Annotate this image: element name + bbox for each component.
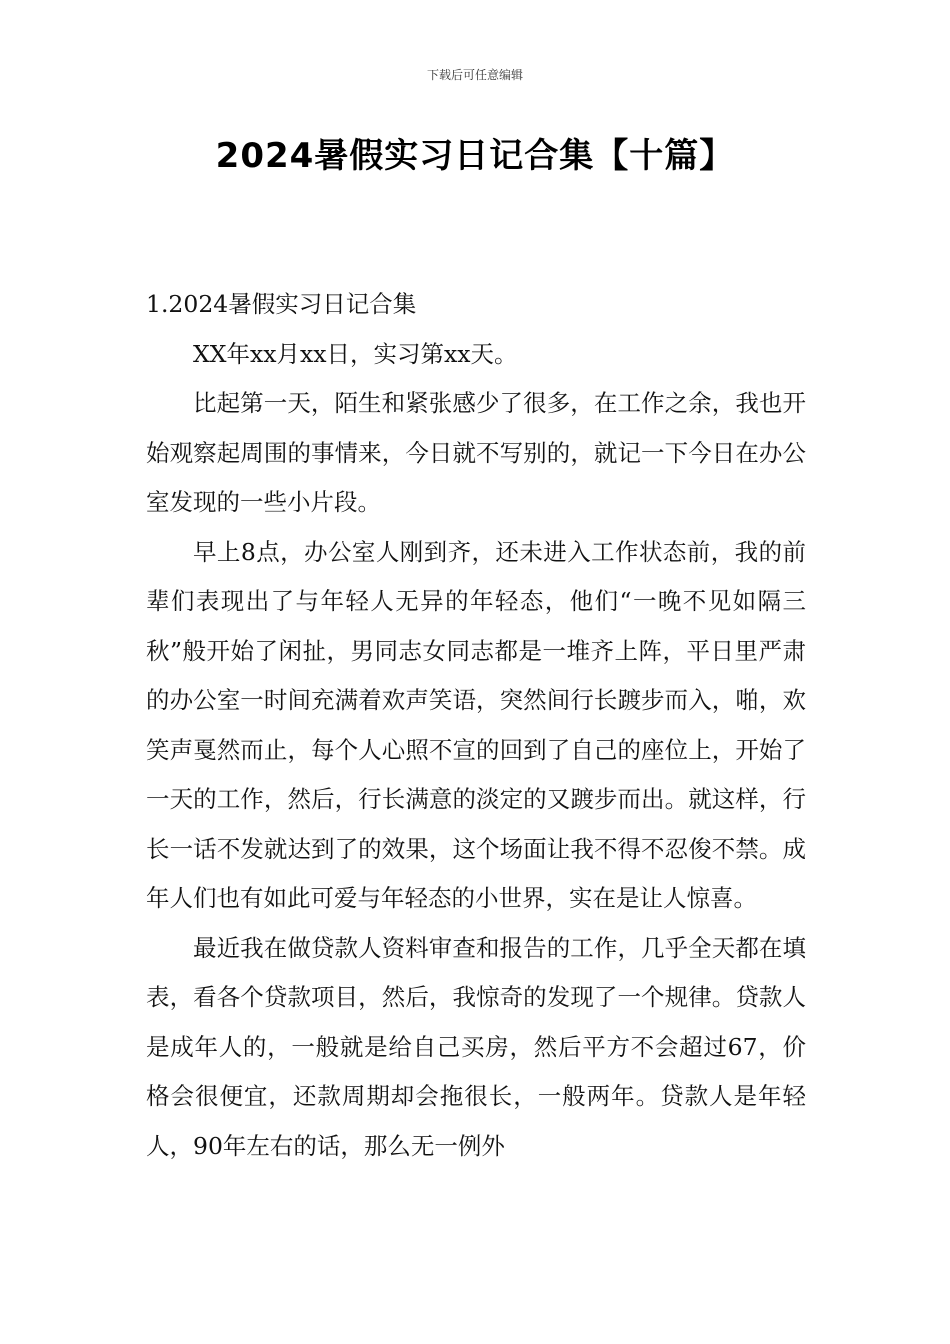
paragraph-loan-review: 最近我在做贷款人资料审查和报告的工作，几乎全天都在填表，看各个贷款项目，然后，我惊奇的发现了一个规律。贷款人是成年人的，一般就是给自己买房，然后平方不会超过67，价格会很便宜，还款周期却会拖很长，一般两年。贷款人是年轻人，90年左右的话，那么无一例外 <box>146 933 806 1160</box>
document-title: 2024暑假实习日记合集【十篇】 <box>215 136 735 176</box>
header-note: 下载后可任意编辑 <box>426 68 523 82</box>
paragraph-intro: 比起第一天，陌生和紧张感少了很多，在工作之余，我也开始观察起周围的事情来，今日就不写别的，就记一下今日在办公室发现的一些小片段。 <box>146 389 806 516</box>
paragraph-date: XX年xx月xx日，实习第xx天。 <box>193 339 518 368</box>
section-heading: 1.2024暑假实习日记合集 <box>146 290 417 318</box>
document-body <box>146 280 806 1171</box>
paragraph-morning-office: 早上8点，办公室人刚到齐，还未进入工作状态前，我的前辈们表现出了与年轻人无异的年轻态，他们“一晚不见如隔三秋”般开始了闲扯，男同志女同志都是一堆齐上阵，平日里严肃的办公室一时间充满着欢声笑语，突然间行长踱步而入，啪，欢笑声戛然而止，每个人心照不宣的回到了自己的座位上，开始了一天的工作，然后，行长满意的淡定的又踱步而出。就这样，行长一话不发就达到了的效果，这个场面让我不得不忍俊不禁。成年人们也有如此可爱与年轻态的小世界，实在是让人惊喜。 <box>146 537 806 912</box>
